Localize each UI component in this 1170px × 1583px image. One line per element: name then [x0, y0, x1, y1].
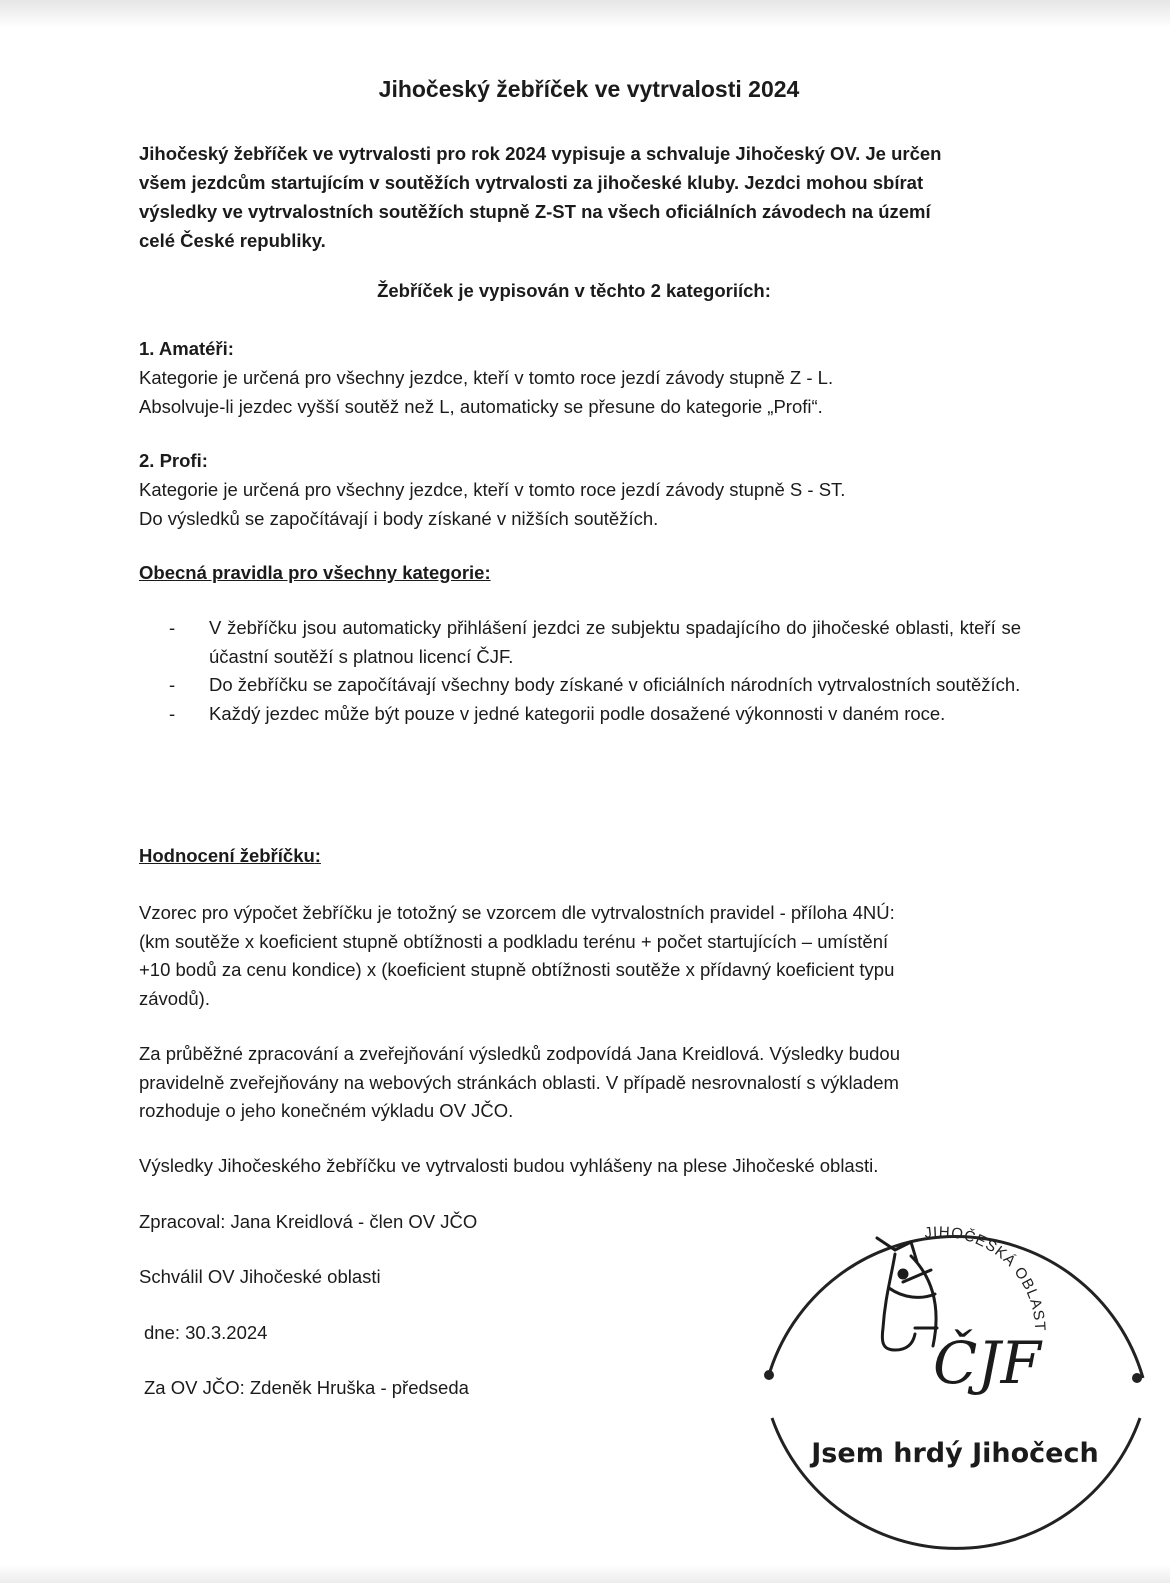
category-amateurs — [139, 334, 1039, 421]
formula-line: +10 bodů za cenu kondice) x (koeficient stupně obtížnosti soutěže x přídavný koeficient typu — [139, 959, 895, 980]
processing-line: Za průběžné zpracování a zveřejňování výsledků zodpovídá Jana Kreidlová. Výsledky budou — [139, 1043, 901, 1064]
list-item — [169, 671, 1021, 700]
horse-head-icon — [877, 1238, 937, 1350]
formula-line: závodů). — [139, 987, 210, 1009]
formula-line: Vzorec pro výpočet žebříčku je totožný se vzorcem dle vytrvalostních pravidel - příloha 4NÚ: — [139, 902, 895, 923]
processing-line: rozhoduje o jeho konečném výkladu OV JČO. — [139, 1100, 514, 1121]
dash-bullet: - — [169, 702, 176, 724]
document-date: dne: 30.3.2024 — [144, 1322, 268, 1343]
evaluation-heading — [139, 845, 321, 867]
stamp-dot-right — [1132, 1373, 1142, 1383]
intro-line: Jihočeský žebříček ve vytrvalosti pro rok 2024 vypisuje a schvaluje Jihočeský OV. Je určen — [139, 143, 942, 164]
stamp-monogram: ČJF — [933, 1329, 1041, 1397]
prepared-by: Zpracoval: Jana Kreidlová - člen OV JČO — [139, 1211, 478, 1232]
category-line: Kategorie je určená pro všechny jezdce, kteří v tomto roce jezdí závody stupně Z - L. — [139, 367, 834, 388]
rules-list — [169, 614, 1021, 728]
list-item — [169, 614, 1021, 671]
rule-text: Do žebříčku se započítávají všechny body získané v oficiálních národních vytrvalostních soutěžích. — [209, 674, 1021, 695]
evaluation-heading-colon: : — [314, 845, 321, 866]
category-line: Kategorie je určená pro všechny jezdce, kteří v tomto roce jezdí závody stupně S - ST. — [139, 479, 846, 500]
processing-line: pravidelně zveřejňovány na webových stránkách oblasti. V případě nesrovnalostí s výkladem — [139, 1071, 899, 1093]
rule-text: Každý jezdec může být pouze v jedné kategorii podle dosažené výkonnosti v daném roce. — [209, 702, 946, 724]
category-heading: 2. Profi: — [139, 450, 208, 471]
intro-line: všem jezdcům startujícím v soutěžích vytrvalosti za jihočeské kluby. Jezdci mohou sbírat — [139, 172, 924, 193]
formula-paragraph — [139, 899, 1039, 1013]
top-shadow — [0, 0, 1170, 28]
approved-by: Schválil OV Jihočeské oblasti — [139, 1266, 381, 1287]
category-line: Do výsledků se započítávají i body získané v nižších soutěžích. — [139, 508, 659, 529]
list-item — [169, 700, 1021, 729]
dash-bullet: - — [169, 674, 176, 695]
stamp-dot-left — [764, 1370, 774, 1380]
category-line: Absolvuje-li jezdec vyšší soutěž než L, automaticky se přesune do kategorie „Profi“. — [139, 396, 823, 417]
intro-paragraph — [139, 139, 1009, 255]
intro-line: celé České republiky. — [139, 230, 326, 251]
bottom-shadow — [0, 1565, 1170, 1583]
stamp-slogan: Jsem hrdý Jihočech — [811, 1438, 1099, 1469]
category-profi — [139, 446, 1039, 533]
dash-bullet: - — [169, 617, 176, 638]
document-title: Jihočeský žebříček ve vytrvalosti 2024 — [378, 76, 800, 102]
categories-heading: Žebříček je vypisován v těchto 2 kategoriích: — [377, 280, 771, 301]
club-stamp — [745, 1178, 1165, 1578]
rule-text: V žebříčku jsou automaticky přihlášení jezdci ze subjektu spadajícího do jihočeské oblasti, kteří se účastní soutěží s platnou licencí ČJF. — [209, 617, 1021, 667]
category-heading: 1. Amatéři: — [139, 338, 234, 359]
rules-heading: Obecná pravidla pro všechny kategorie: — [139, 562, 491, 583]
stamp-arc-text: JIHOČESKÁ OBLAST — [923, 1223, 1049, 1333]
signed-for: Za OV JČO: Zdeněk Hruška - předseda — [144, 1377, 469, 1398]
formula-line: (km soutěže x koeficient stupně obtížnosti a podkladu terénu + počet startujících – umístění — [139, 930, 889, 952]
evaluation-heading-text: Hodnocení žebříčku — [139, 845, 315, 866]
intro-line: výsledky ve vytrvalostních soutěžích stupně Z-ST na všech oficiálních závodech na území — [139, 201, 931, 222]
processing-paragraph — [139, 1040, 1039, 1126]
announcement-text: Výsledky Jihočeského žebříčku ve vytrvalosti budou vyhlášeny na plese Jihočeské oblasti. — [139, 1155, 879, 1176]
